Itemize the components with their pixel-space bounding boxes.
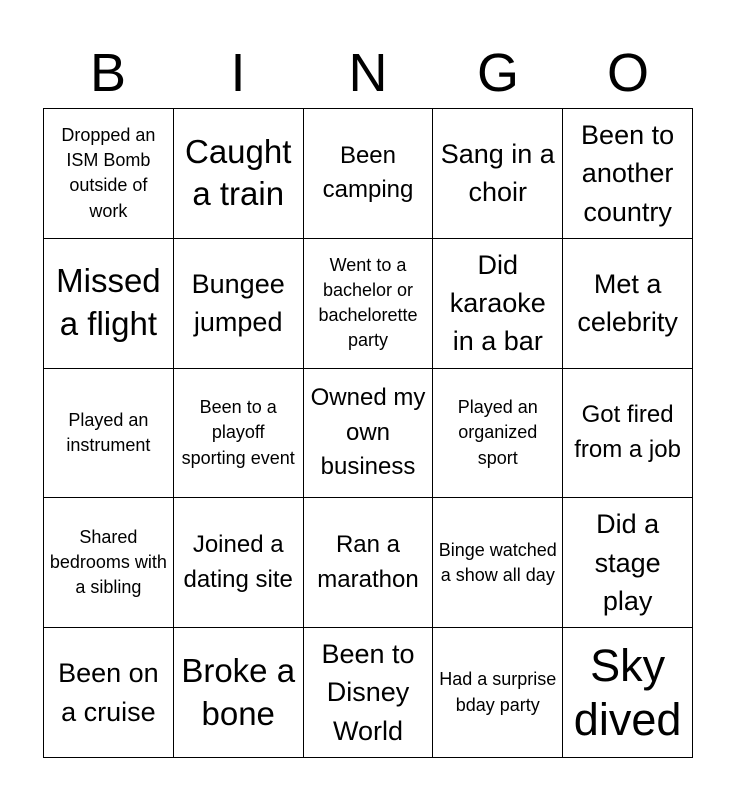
bingo-cell[interactable]: Bungee jumped <box>174 239 304 369</box>
header-letter-o: O <box>606 43 649 103</box>
bingo-cell[interactable]: Binge watched a show all day <box>433 498 563 628</box>
header-letter-n: N <box>348 43 388 103</box>
header-letter-g: G <box>476 43 519 103</box>
bingo-cell[interactable]: Missed a flight <box>44 239 174 369</box>
bingo-cell[interactable]: Sky dived <box>563 628 693 758</box>
bingo-cell[interactable]: Did a stage play <box>563 498 693 628</box>
bingo-cell[interactable]: Been to Disney World <box>304 628 434 758</box>
bingo-grid <box>43 108 693 758</box>
bingo-cell[interactable]: Owned my own business <box>304 369 434 499</box>
bingo-cell[interactable]: Been on a cruise <box>44 628 174 758</box>
bingo-cell[interactable]: Met a celebrity <box>563 239 693 369</box>
bingo-header <box>43 38 693 108</box>
bingo-cell[interactable]: Joined a dating site <box>174 498 304 628</box>
bingo-cell[interactable]: Been to a playoff sporting event <box>174 369 304 499</box>
bingo-cell[interactable]: Dropped an ISM Bomb outside of work <box>44 109 174 239</box>
bingo-cell[interactable]: Been camping <box>304 109 434 239</box>
bingo-cell[interactable]: Got fired from a job <box>563 369 693 499</box>
bingo-cell[interactable]: Shared bedrooms with a sibling <box>44 498 174 628</box>
bingo-cell[interactable]: Played an instrument <box>44 369 174 499</box>
bingo-cell[interactable]: Caught a train <box>174 109 304 239</box>
header-letter-i: I <box>230 43 246 103</box>
bingo-cell[interactable]: Broke a bone <box>174 628 304 758</box>
bingo-cell[interactable]: Played an organized sport <box>433 369 563 499</box>
bingo-cell[interactable]: Had a surprise bday party <box>433 628 563 758</box>
bingo-cell[interactable]: Been to another country <box>563 109 693 239</box>
bingo-cell[interactable]: Ran a marathon <box>304 498 434 628</box>
bingo-cell[interactable]: Sang in a choir <box>433 109 563 239</box>
bingo-cell[interactable]: Did karaoke in a bar <box>433 239 563 369</box>
bingo-cell[interactable]: Went to a bachelor or bachelorette party <box>304 239 434 369</box>
header-letter-b: B <box>89 43 127 103</box>
